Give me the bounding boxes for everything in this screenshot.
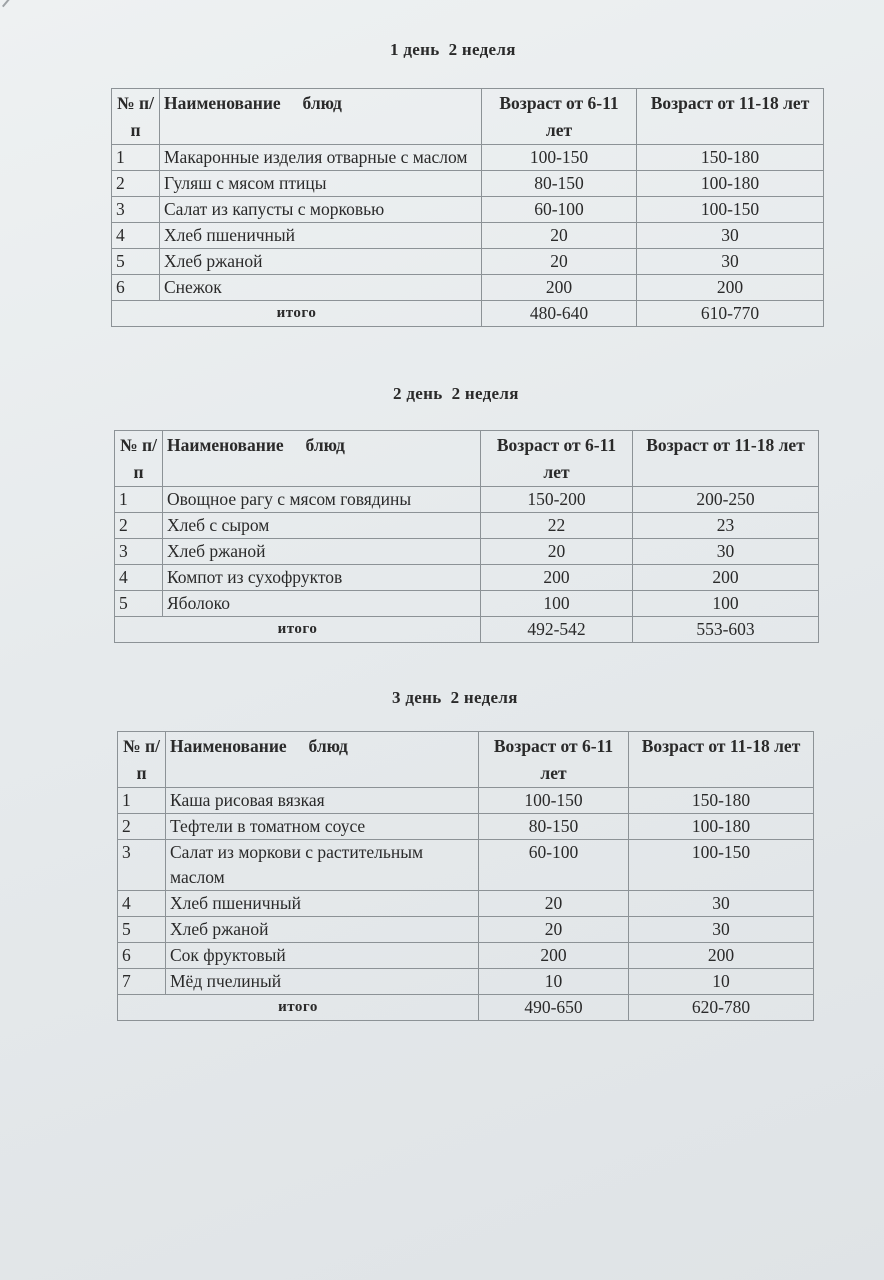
total-row [118,995,814,1021]
corner-fold-mark [2,0,37,7]
table-row [112,223,824,249]
header-num: № п/п [118,732,166,788]
total-label: итого [115,617,481,643]
day-2-menu-table [114,430,819,643]
header-age-6-11: Возраст от 6-11 лет [482,89,637,145]
row-num: 4 [118,891,166,917]
row-num: 1 [112,145,160,171]
row-age-11-18: 23 [633,513,819,539]
row-age-11-18: 200 [629,943,814,969]
header-num: № п/п [115,431,163,487]
row-dish: Макаронные изделия отварные с маслом [160,145,482,171]
row-age-6-11: 200 [482,275,637,301]
row-num: 4 [112,223,160,249]
row-dish: Хлеб с сыром [163,513,481,539]
row-num: 2 [118,814,166,840]
day-1-menu-table [111,88,824,327]
row-num: 6 [112,275,160,301]
total-age-11-18: 610-770 [637,301,824,327]
total-age-11-18: 620-780 [629,995,814,1021]
row-age-6-11: 200 [481,565,633,591]
day-3-menu-table [117,731,814,1021]
row-dish: Мёд пчелиный [166,969,479,995]
row-age-6-11: 100-150 [479,788,629,814]
total-age-6-11: 492-542 [481,617,633,643]
row-age-11-18: 30 [637,223,824,249]
row-age-6-11: 200 [479,943,629,969]
row-age-11-18: 100-180 [637,171,824,197]
row-age-11-18: 100-150 [629,840,814,891]
header-age-11-18: Возраст от 11-18 лет [629,732,814,788]
row-dish: Хлеб ржаной [166,917,479,943]
row-age-6-11: 20 [482,223,637,249]
row-age-11-18: 200-250 [633,487,819,513]
row-dish: Хлеб ржаной [160,249,482,275]
day-2-title: 2 день 2 неделя [393,384,519,403]
table-row [118,840,814,891]
table-row [112,145,824,171]
row-dish: Салат из моркови с растительным маслом [166,840,479,891]
row-age-11-18: 100-180 [629,814,814,840]
row-num: 4 [115,565,163,591]
header-name: Наименование блюд [166,732,479,788]
row-age-11-18: 150-180 [629,788,814,814]
row-age-6-11: 20 [481,539,633,565]
row-dish: Яболоко [163,591,481,617]
row-age-6-11: 100-150 [482,145,637,171]
row-dish: Салат из капусты с морковью [160,197,482,223]
table-row [118,788,814,814]
table-row [112,197,824,223]
total-age-11-18: 553-603 [633,617,819,643]
row-dish: Компот из сухофруктов [163,565,481,591]
header-age-6-11: Возраст от 6-11 лет [481,431,633,487]
row-num: 3 [118,840,166,891]
row-num: 5 [118,917,166,943]
header-name: Наименование блюд [160,89,482,145]
total-row [112,301,824,327]
header-num: № п/п [112,89,160,145]
table-row [118,943,814,969]
row-age-6-11: 20 [479,891,629,917]
row-dish: Хлеб пшеничный [160,223,482,249]
table-row [115,565,819,591]
row-age-6-11: 80-150 [479,814,629,840]
row-age-11-18: 30 [629,917,814,943]
row-num: 3 [115,539,163,565]
day-1-title: 1 день 2 неделя [390,40,516,59]
row-age-6-11: 20 [482,249,637,275]
table-row [112,171,824,197]
row-age-6-11: 60-100 [482,197,637,223]
row-dish: Гуляш с мясом птицы [160,171,482,197]
row-age-11-18: 100 [633,591,819,617]
row-num: 1 [115,487,163,513]
table-row [118,969,814,995]
row-age-6-11: 100 [481,591,633,617]
row-age-11-18: 200 [633,565,819,591]
header-age-6-11: Возраст от 6-11 лет [479,732,629,788]
row-num: 1 [118,788,166,814]
row-num: 5 [112,249,160,275]
total-age-6-11: 490-650 [479,995,629,1021]
row-age-11-18: 10 [629,969,814,995]
row-dish: Снежок [160,275,482,301]
table-header-row [112,89,824,145]
row-dish: Тефтели в томатном соусе [166,814,479,840]
row-age-6-11: 20 [479,917,629,943]
row-age-6-11: 22 [481,513,633,539]
header-age-11-18: Возраст от 11-18 лет [633,431,819,487]
row-age-11-18: 200 [637,275,824,301]
table-row [112,275,824,301]
header-name: Наименование блюд [163,431,481,487]
row-dish: Овощное рагу с мясом говядины [163,487,481,513]
row-num: 5 [115,591,163,617]
table-header-row [118,732,814,788]
table-row [115,487,819,513]
table-row [112,249,824,275]
total-label: итого [118,995,479,1021]
row-dish: Хлеб пшеничный [166,891,479,917]
row-dish: Сок фруктовый [166,943,479,969]
row-age-6-11: 150-200 [481,487,633,513]
row-age-6-11: 60-100 [479,840,629,891]
row-dish: Каша рисовая вязкая [166,788,479,814]
table-row [115,539,819,565]
table-row [115,513,819,539]
row-age-11-18: 30 [629,891,814,917]
table-row [118,891,814,917]
row-num: 6 [118,943,166,969]
row-age-6-11: 10 [479,969,629,995]
row-num: 2 [112,171,160,197]
row-age-11-18: 30 [637,249,824,275]
table-header-row [115,431,819,487]
header-age-11-18: Возраст от 11-18 лет [637,89,824,145]
day-3-title: 3 день 2 неделя [392,688,518,707]
row-num: 2 [115,513,163,539]
row-age-11-18: 100-150 [637,197,824,223]
row-num: 3 [112,197,160,223]
total-row [115,617,819,643]
row-num: 7 [118,969,166,995]
row-age-6-11: 80-150 [482,171,637,197]
row-age-11-18: 150-180 [637,145,824,171]
table-row [115,591,819,617]
table-row [118,814,814,840]
table-row [118,917,814,943]
total-label: итого [112,301,482,327]
row-age-11-18: 30 [633,539,819,565]
total-age-6-11: 480-640 [482,301,637,327]
row-dish: Хлеб ржаной [163,539,481,565]
